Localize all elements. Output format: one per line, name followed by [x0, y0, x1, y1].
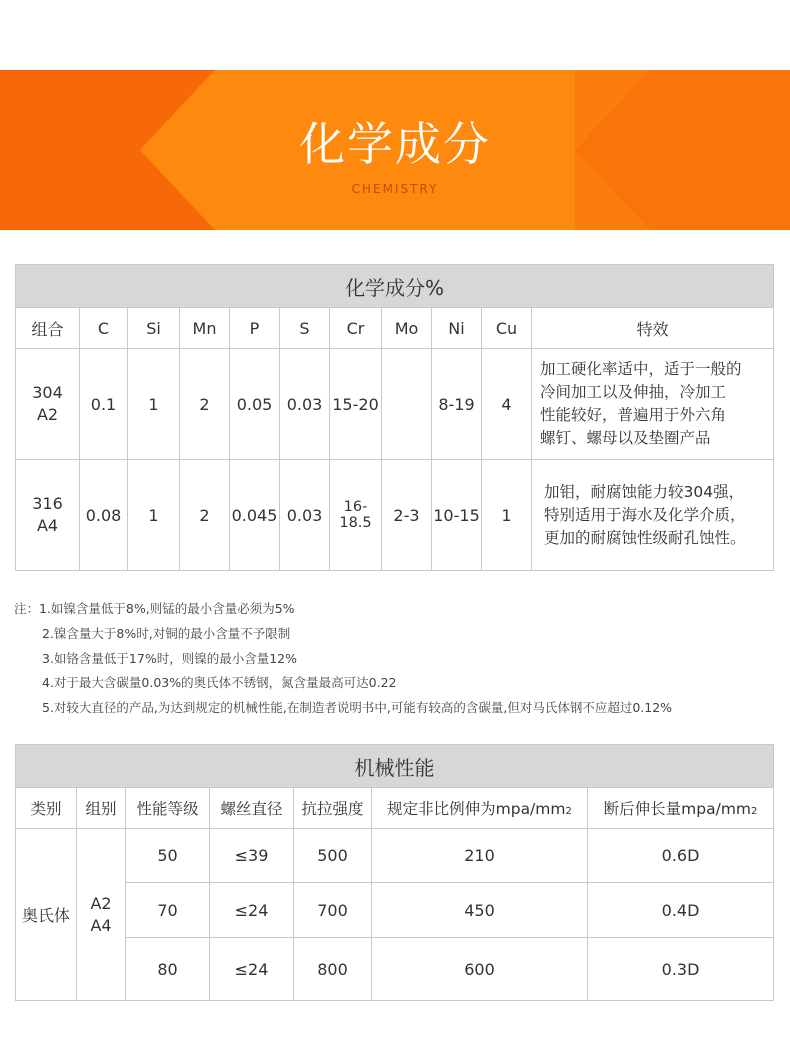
mn-value: 2: [180, 460, 230, 571]
unit-subscript: 2: [565, 806, 572, 817]
group-code: A2: [90, 893, 112, 913]
p-value: 0.05: [230, 349, 280, 460]
column-header: Mn: [180, 308, 230, 349]
feature-line: 特别适用于海水及化学介质，: [544, 505, 746, 524]
column-header: 特效: [532, 308, 774, 349]
grade-code: A2: [36, 405, 59, 424]
yield-value: 450: [372, 883, 588, 938]
c-value: 0.08: [80, 460, 128, 571]
si-value: 1: [128, 349, 180, 460]
column-header: 组别: [77, 788, 126, 829]
tensile-value: 500: [294, 829, 372, 883]
note-item: 注：1.如镍含量低于8%,则锰的最小含量必须为5%: [14, 601, 295, 616]
table-row: [16, 829, 774, 883]
cu-value: 1: [482, 460, 532, 571]
column-header: S: [280, 308, 330, 349]
group-code: A4: [90, 915, 112, 935]
column-header: 螺丝直径: [210, 788, 294, 829]
note-item: 3.如铬含量低于17%时，则镍的最小含量12%: [42, 650, 297, 666]
feature-line: 螺钉、螺母以及垫圈产品: [540, 429, 711, 447]
cr-value: 15-20: [330, 349, 382, 460]
ni-value: 8-19: [432, 349, 482, 460]
tensile-value: 700: [294, 883, 372, 938]
grade-value: 70: [126, 883, 210, 938]
feature-line: 更加的耐腐蚀性级耐孔蚀性。: [544, 528, 746, 547]
table-row: [16, 883, 774, 938]
grade-value: 80: [126, 938, 210, 1001]
grade-cell: [16, 349, 80, 460]
ni-value: 10-15: [432, 460, 482, 571]
chemical-composition-table: [15, 264, 774, 571]
elongation-value: 0.6D: [588, 829, 774, 883]
table-row: [16, 938, 774, 1001]
mechanical-table-title: 机械性能: [16, 745, 774, 788]
chemical-table-title: 化学成分%: [16, 265, 774, 308]
feature-cell: [532, 349, 774, 460]
c-value: 0.1: [80, 349, 128, 460]
column-header: Cu: [482, 308, 532, 349]
grade-number: 304: [32, 383, 63, 402]
grade-value: 50: [126, 829, 210, 883]
note-item: 4.对于最大含碳量0.03%的奥氏体不锈钢，氮含量最高可达0.22: [42, 675, 397, 691]
column-header-yield: [372, 788, 588, 829]
column-header: 性能等级: [126, 788, 210, 829]
feature-line: 冷间加工以及伸抽，冷加工: [540, 383, 727, 401]
mn-value: 2: [180, 349, 230, 460]
si-value: 1: [128, 460, 180, 571]
column-header: 类别: [16, 788, 77, 829]
column-header: Ni: [432, 308, 482, 349]
column-header: P: [230, 308, 280, 349]
feature-cell: [532, 460, 774, 571]
elongation-header-label: 断后伸长量mpa/mm: [603, 800, 752, 818]
tensile-value: 800: [294, 938, 372, 1001]
column-header: Mo: [382, 308, 432, 349]
column-header-elongation: [588, 788, 774, 829]
diameter-value: ≤24: [210, 938, 294, 1001]
grade-number: 316: [32, 494, 63, 513]
column-header: C: [80, 308, 128, 349]
page-title: 化学成分: [299, 117, 491, 171]
mechanical-properties-table: [15, 744, 774, 1001]
grade-cell: [16, 460, 80, 571]
diameter-value: ≤24: [210, 883, 294, 938]
feature-line: 加钼，耐腐蚀能力较304强，: [544, 482, 745, 501]
grade-code: A4: [36, 516, 59, 535]
column-header: 抗拉强度: [294, 788, 372, 829]
note-item: 5.对较大直径的产品,为达到规定的机械性能,在制造者说明书中,可能有较高的含碳量,但对马氏体钢不应超过0.12%: [42, 700, 673, 716]
column-header: 组合: [16, 308, 80, 349]
cr-value: 16-18.5: [330, 460, 382, 571]
elongation-value: 0.4D: [588, 883, 774, 938]
feature-line: 加工硬化率适中，适于一般的: [540, 360, 742, 378]
column-header: Si: [128, 308, 180, 349]
elongation-value: 0.3D: [588, 938, 774, 1001]
feature-line: 性能较好，普遍用于外六角: [540, 406, 727, 424]
column-header: Cr: [330, 308, 382, 349]
yield-header-label: 规定非比例伸为mpa/mm: [387, 800, 566, 818]
mo-value: 2-3: [382, 460, 432, 571]
notes-section: [14, 597, 672, 721]
note-item: 2.镍含量大于8%时,对铜的最小含量不予限制: [42, 625, 291, 641]
category-cell: 奥氏体: [16, 829, 77, 1001]
s-value: 0.03: [280, 349, 330, 460]
p-value: 0.045: [230, 460, 280, 571]
unit-subscript: 2: [751, 806, 758, 817]
group-cell: [77, 829, 126, 1001]
diameter-value: ≤39: [210, 829, 294, 883]
s-value: 0.03: [280, 460, 330, 571]
page-subtitle: CHEMISTRY: [351, 182, 439, 196]
table-row: [16, 460, 774, 571]
mo-value: [382, 349, 432, 460]
cu-value: 4: [482, 349, 532, 460]
yield-value: 600: [372, 938, 588, 1001]
table-row: [16, 349, 774, 460]
yield-value: 210: [372, 829, 588, 883]
